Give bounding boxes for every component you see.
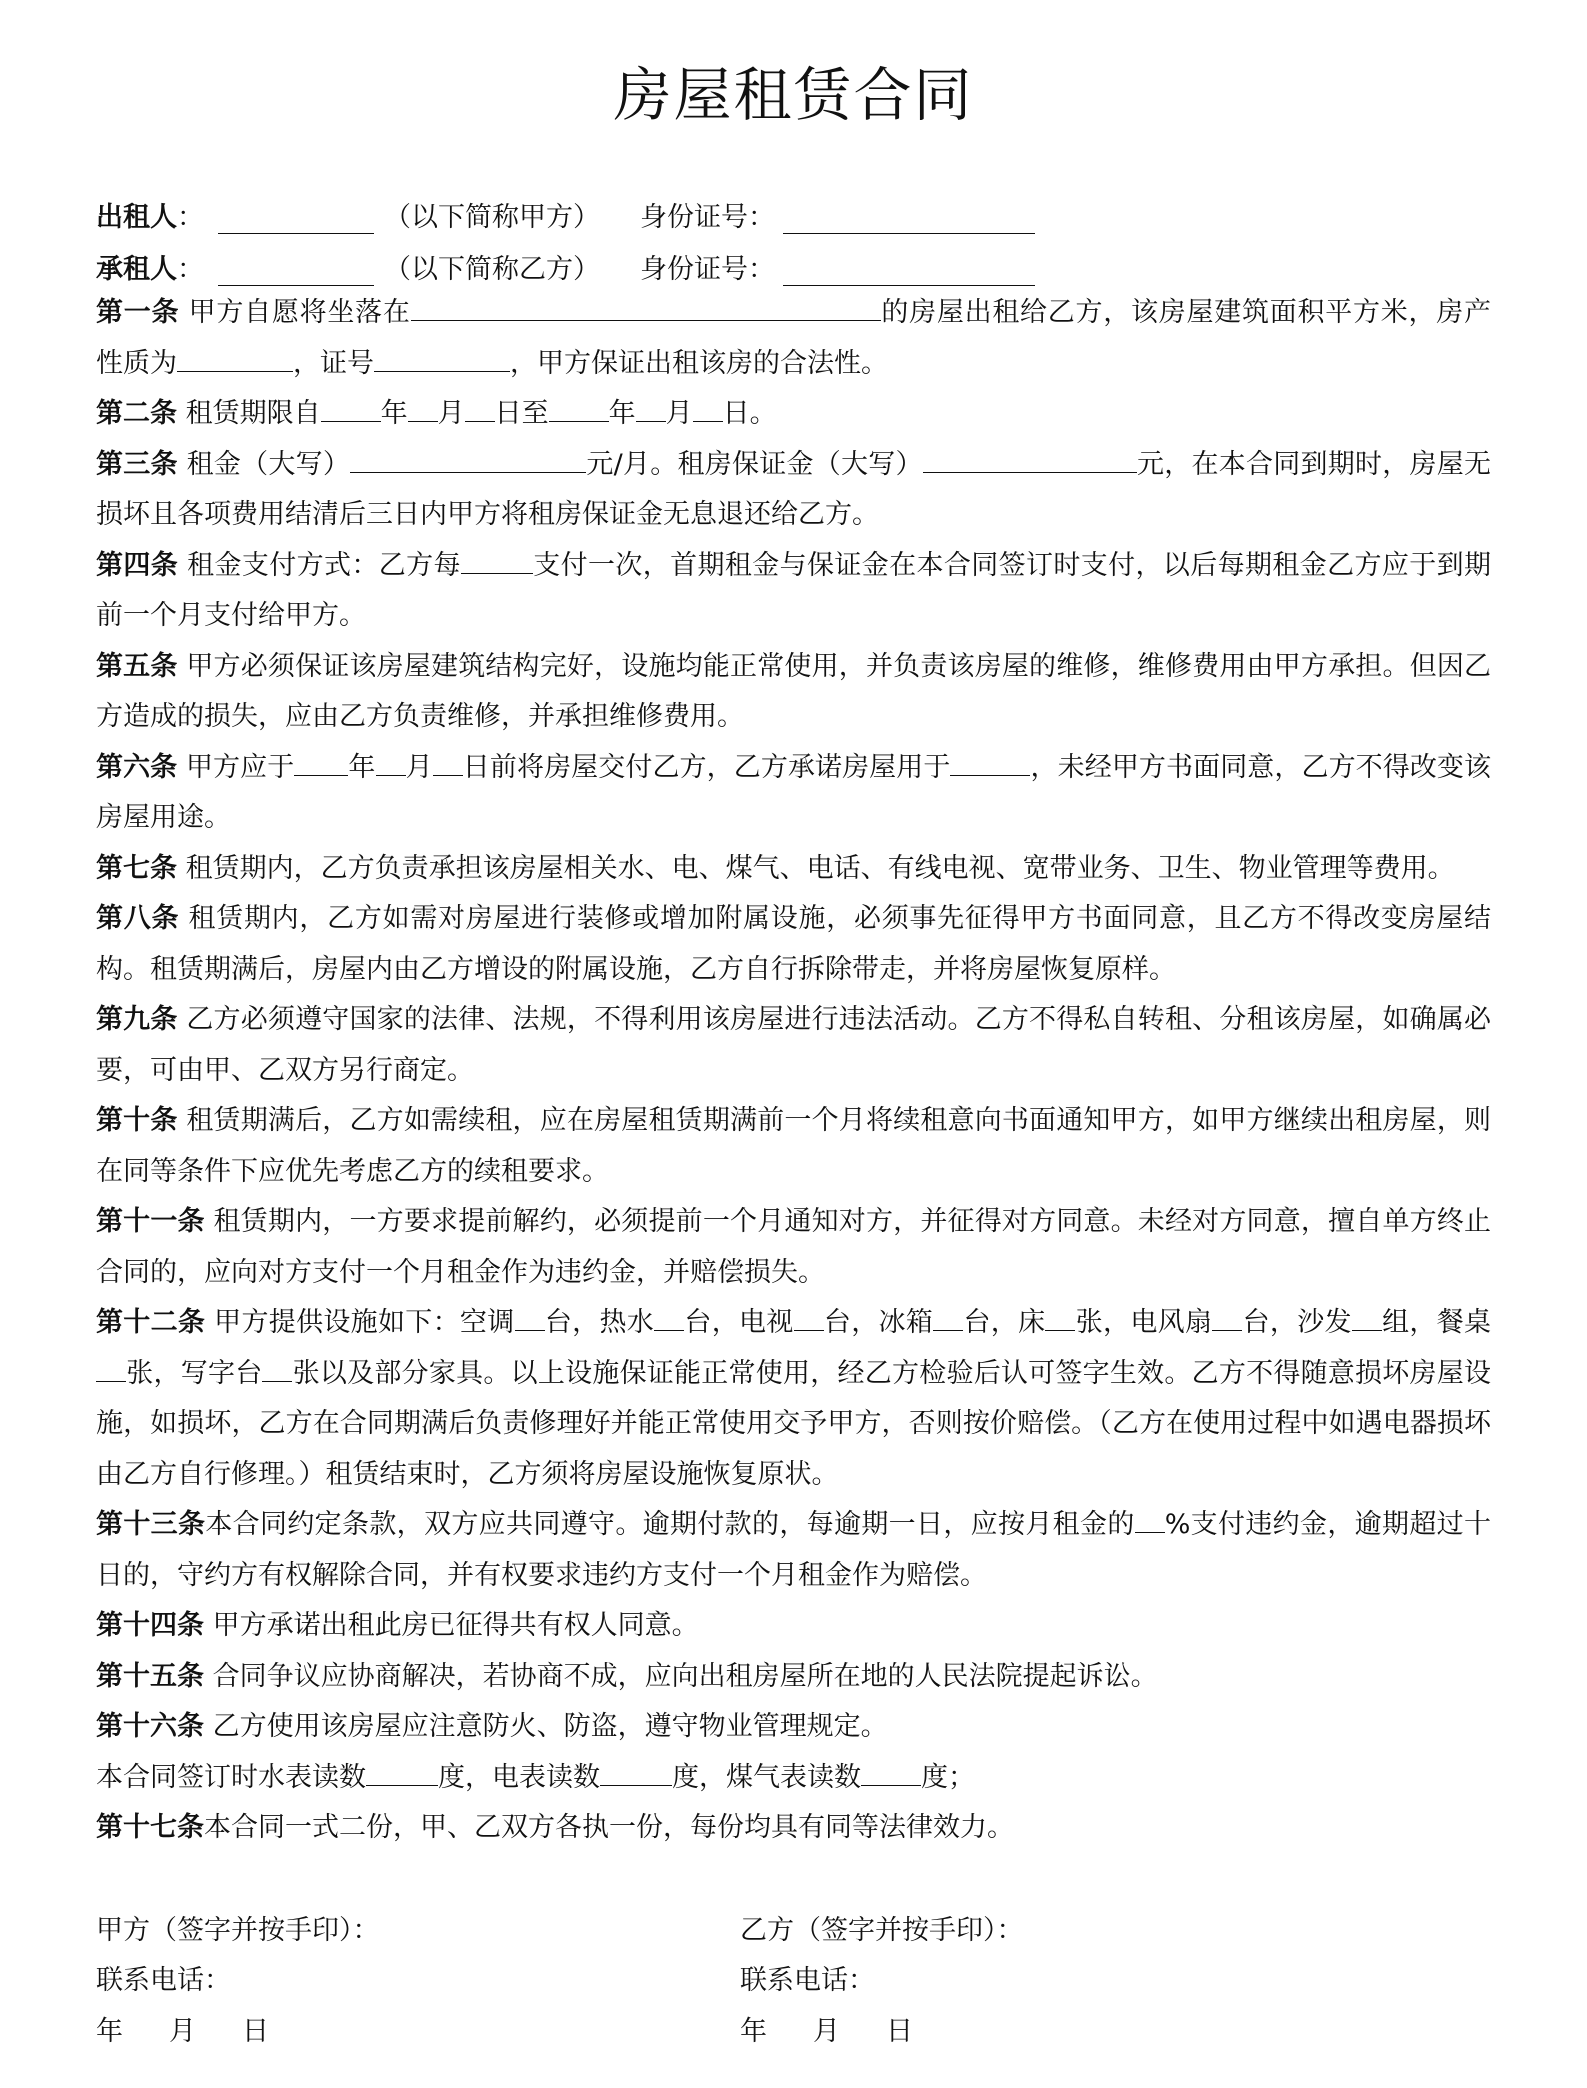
year-label: 年 bbox=[740, 2015, 767, 2047]
clause-text: 甲方必须保证该房屋建筑结构完好，设施均能正常使用，并负责该房屋的维修，维修费用由甲方承担。但因乙方造成的损失，应由乙方负责维修，并承担维修费用。 bbox=[96, 650, 1492, 732]
clause-text: ，甲方保证出租该房的合法性。 bbox=[510, 347, 888, 379]
clause-text: 度，电表读数 bbox=[438, 1761, 600, 1793]
tv-count-blank[interactable] bbox=[794, 1302, 824, 1331]
clause-15 bbox=[96, 1652, 1491, 1703]
lessor-row bbox=[96, 182, 1491, 234]
clause-text: 甲方应于 bbox=[185, 751, 295, 783]
clause-4 bbox=[96, 541, 1491, 642]
clause-number: 第十六条 bbox=[96, 1711, 204, 1742]
clause-3 bbox=[96, 440, 1491, 541]
clause-text: 月 bbox=[405, 751, 433, 783]
clause-11 bbox=[96, 1197, 1491, 1298]
clause-text: 台，沙发 bbox=[1242, 1307, 1352, 1338]
month-label: 月 bbox=[169, 2015, 196, 2047]
payment-period-blank[interactable] bbox=[461, 545, 533, 574]
colon: ： bbox=[177, 202, 204, 233]
lessor-alias: （以下简称甲方） bbox=[384, 202, 600, 233]
clause-text: 租赁期满后，乙方如需续租，应在房屋租赁期满前一个月将续租意向书面通知甲方，如甲方继续出租房屋，则在同等条件下应优先考虑乙方的续租要求。 bbox=[96, 1105, 1492, 1187]
clause-text: 台，热水 bbox=[544, 1307, 655, 1338]
parties-block bbox=[96, 182, 1491, 286]
clause-number: 第十条 bbox=[96, 1105, 178, 1136]
clause-number: 第十七条 bbox=[96, 1812, 204, 1843]
end-month-blank[interactable] bbox=[636, 393, 666, 422]
clause-text: 乙方使用该房屋应注意防火、防盗，遵守物业管理规定。 bbox=[212, 1711, 888, 1742]
party-a-signature bbox=[96, 1906, 740, 2058]
clause-10 bbox=[96, 1096, 1491, 1197]
lessee-id-blank[interactable] bbox=[783, 255, 1035, 286]
clause-text: 本合同签订时水表读数 bbox=[96, 1761, 366, 1793]
clause-text: 租赁期内，一方要求提前解约，必须提前一个月通知对方，并征得对方同意。未经对方同意，擅自单方终止合同的，应向对方支付一个月租金作为违约金，并赔偿损失。 bbox=[96, 1206, 1492, 1288]
clause-text: 台，床 bbox=[963, 1307, 1046, 1338]
document-title: 房屋租赁合同 bbox=[613, 61, 974, 129]
clause-8 bbox=[96, 894, 1491, 995]
clause-text: 年 bbox=[348, 751, 376, 783]
fan-count-blank[interactable] bbox=[1212, 1302, 1242, 1331]
heater-count-blank[interactable] bbox=[654, 1302, 684, 1331]
clause-6 bbox=[96, 743, 1491, 844]
clause-text: 张，写字台 bbox=[126, 1357, 263, 1389]
clause-number: 第八条 bbox=[96, 903, 180, 934]
clause-text: ，证号 bbox=[293, 347, 374, 379]
colon: ： bbox=[177, 254, 204, 285]
clause-text: 本合同约定条款，双方应共同遵守。逾期付款的，每逾期一日，应按月租金的 bbox=[205, 1509, 1135, 1540]
rent-blank[interactable] bbox=[350, 444, 586, 473]
clause-number: 第三条 bbox=[96, 448, 178, 480]
clause-text: 张以及部分家具。以上设施保证能正常使用，经乙方检验后认可签字生效。乙方不得随意损坏房屋设施，如损坏，乙方在合同期满后负责修理好并能正常使用交予甲方，否则按价赔偿。（乙方在使用过程中如遇电器损坏由乙方自行修理。）租赁结束时，乙方须将房屋设施恢复原状。 bbox=[96, 1357, 1492, 1490]
clause-number: 第十三条 bbox=[96, 1509, 206, 1540]
clause-number: 第二条 bbox=[96, 398, 177, 429]
lessee-alias: （以下简称乙方） bbox=[384, 254, 600, 285]
clause-text: 租金支付方式：乙方每 bbox=[187, 549, 461, 581]
day-label: 日 bbox=[886, 2015, 913, 2047]
sofa-count-blank[interactable] bbox=[1352, 1302, 1382, 1331]
clause-text: 甲方提供设施如下：空调 bbox=[214, 1307, 515, 1338]
ac-count-blank[interactable] bbox=[515, 1302, 545, 1331]
table-count-blank[interactable] bbox=[96, 1353, 126, 1382]
year-label: 年 bbox=[96, 2015, 123, 2047]
fridge-count-blank[interactable] bbox=[933, 1302, 963, 1331]
clause-text: 年 bbox=[380, 398, 408, 429]
signature-block bbox=[96, 1906, 1491, 2058]
clause-text: 年 bbox=[608, 398, 636, 429]
day-label: 日 bbox=[242, 2015, 269, 2047]
end-year-blank[interactable] bbox=[549, 393, 609, 422]
lessee-id-label: 身份证号： bbox=[640, 254, 775, 285]
clause-number: 第十一条 bbox=[96, 1206, 205, 1237]
party-a-date bbox=[96, 2007, 740, 2058]
clause-number: 第十四条 bbox=[96, 1610, 204, 1641]
clause-text: 度，煤气表读数 bbox=[672, 1761, 861, 1793]
clause-text: 本合同一式二份，甲、乙双方各执一份，每份均具有同等法律效力。 bbox=[204, 1812, 1014, 1843]
clause-number: 第六条 bbox=[96, 751, 178, 783]
delivery-month-blank[interactable] bbox=[376, 747, 406, 776]
end-day-blank[interactable] bbox=[693, 393, 723, 422]
party-a-phone-label: 联系电话： bbox=[96, 1965, 231, 1996]
clause-number: 第七条 bbox=[96, 852, 177, 884]
clause-number: 第五条 bbox=[96, 650, 178, 682]
party-b-signature bbox=[740, 1906, 1384, 2058]
lessee-label: 承租人 bbox=[96, 254, 177, 285]
clause-text: 元，在本合同到期时，房屋无损坏且各项费用结清后三日内甲方将租房保证金无息退还给乙方。 bbox=[96, 448, 1492, 530]
lessee-row bbox=[96, 234, 1491, 286]
delivery-day-blank[interactable] bbox=[433, 747, 463, 776]
clause-text: 张，电风扇 bbox=[1075, 1307, 1213, 1338]
bed-count-blank[interactable] bbox=[1045, 1302, 1075, 1331]
party-b-phone-label: 联系电话： bbox=[740, 1965, 875, 1996]
clause-2 bbox=[96, 389, 1491, 440]
lessor-id-label: 身份证号： bbox=[640, 202, 775, 233]
contract-body bbox=[96, 288, 1491, 1854]
clause-text: 的房屋出租给乙方，该房屋建筑面积平方米，房产性质为 bbox=[96, 297, 1492, 379]
clause-13 bbox=[96, 1500, 1491, 1601]
start-day-blank[interactable] bbox=[465, 393, 495, 422]
clause-9 bbox=[96, 995, 1491, 1096]
clause-16 bbox=[96, 1702, 1491, 1753]
clause-text: %支付违约金，逾期超过十日的，守约方有权解除合同，并有权要求违约方支付一个月租金作为赔偿。 bbox=[96, 1509, 1492, 1591]
property-type-blank[interactable] bbox=[177, 343, 293, 372]
electric-meter-blank[interactable] bbox=[600, 1757, 672, 1786]
gas-meter-blank[interactable] bbox=[861, 1757, 921, 1786]
clause-5 bbox=[96, 642, 1491, 743]
party-a-sign-label: 甲方（签字并按手印）： bbox=[96, 1914, 380, 1946]
clause-14 bbox=[96, 1601, 1491, 1652]
start-month-blank[interactable] bbox=[408, 393, 438, 422]
clause-7 bbox=[96, 844, 1491, 895]
clause-text: 日前将房屋交付乙方，乙方承诺房屋用于 bbox=[462, 751, 951, 783]
clause-text: 合同争议应协商解决，若协商不成，应向出租房屋所在地的人民法院提起诉讼。 bbox=[212, 1660, 1158, 1692]
clause-text: 台，电视 bbox=[684, 1307, 794, 1338]
clause-text: 租赁期内，乙方如需对房屋进行装修或增加附属设施，必须事先征得甲方书面同意，且乙方不得改变房屋结构。租赁期满后，房屋内由乙方增设的附属设施，乙方自行拆除带走，并将房屋恢复原样。 bbox=[96, 903, 1491, 985]
clause-text: ，未经甲方书面同意，乙方不得改变该房屋用途。 bbox=[96, 751, 1492, 833]
clause-text: 租金（大写） bbox=[186, 448, 351, 480]
certificate-blank[interactable] bbox=[374, 343, 510, 372]
clause-text: 日至 bbox=[494, 398, 549, 429]
clause-number: 第九条 bbox=[96, 1004, 178, 1035]
clause-text: 日。 bbox=[722, 398, 777, 429]
usage-blank[interactable] bbox=[950, 747, 1030, 776]
clause-text: 月 bbox=[665, 398, 693, 429]
clause-12 bbox=[96, 1298, 1491, 1500]
penalty-rate-blank[interactable] bbox=[1135, 1504, 1165, 1533]
clause-text: 支付一次，首期租金与保证金在本合同签订时支付，以后每期租金乙方应于到期前一个月支付给甲方。 bbox=[96, 549, 1492, 631]
clause-number: 第十五条 bbox=[96, 1660, 204, 1692]
clause-text: 甲方自愿将坐落在 bbox=[188, 297, 411, 328]
meter-readings bbox=[96, 1753, 1491, 1804]
delivery-year-blank[interactable] bbox=[294, 747, 348, 776]
clause-text: 台，冰箱 bbox=[823, 1307, 934, 1338]
desk-count-blank[interactable] bbox=[262, 1353, 292, 1382]
start-year-blank[interactable] bbox=[321, 393, 381, 422]
party-b-sign-label: 乙方（签字并按手印）： bbox=[740, 1914, 1024, 1946]
clause-text: 月 bbox=[437, 398, 465, 429]
clause-number: 第十二条 bbox=[96, 1307, 206, 1338]
lessor-id-blank[interactable] bbox=[783, 203, 1035, 234]
month-label: 月 bbox=[813, 2015, 840, 2047]
clause-text: 乙方必须遵守国家的法律、法规，不得利用该房屋进行违法活动。乙方不得私自转租、分租该房屋，如确属必要，可由甲、乙双方另行商定。 bbox=[96, 1004, 1492, 1086]
address-blank[interactable] bbox=[411, 292, 881, 321]
lessor-name-blank[interactable] bbox=[218, 203, 374, 234]
water-meter-blank[interactable] bbox=[366, 1757, 438, 1786]
clause-text: 元/月。租房保证金（大写） bbox=[586, 448, 923, 480]
clause-17 bbox=[96, 1803, 1491, 1854]
clause-text: 租赁期限自 bbox=[185, 398, 321, 429]
clause-number: 第四条 bbox=[96, 549, 179, 581]
clause-number: 第一条 bbox=[96, 297, 180, 328]
clause-text: 租赁期内，乙方负责承担该房屋相关水、电、煤气、电话、有线电视、宽带业务、卫生、物业管理等费用。 bbox=[185, 852, 1455, 884]
lessor-label: 出租人 bbox=[96, 202, 177, 233]
lessee-name-blank[interactable] bbox=[218, 255, 374, 286]
party-b-date bbox=[740, 2007, 1384, 2058]
clause-text: 度； bbox=[921, 1761, 975, 1793]
deposit-blank[interactable] bbox=[923, 444, 1137, 473]
clause-text: 组，餐桌 bbox=[1381, 1307, 1492, 1338]
clause-1 bbox=[96, 288, 1491, 389]
clause-text: 甲方承诺出租此房已征得共有权人同意。 bbox=[212, 1610, 699, 1641]
